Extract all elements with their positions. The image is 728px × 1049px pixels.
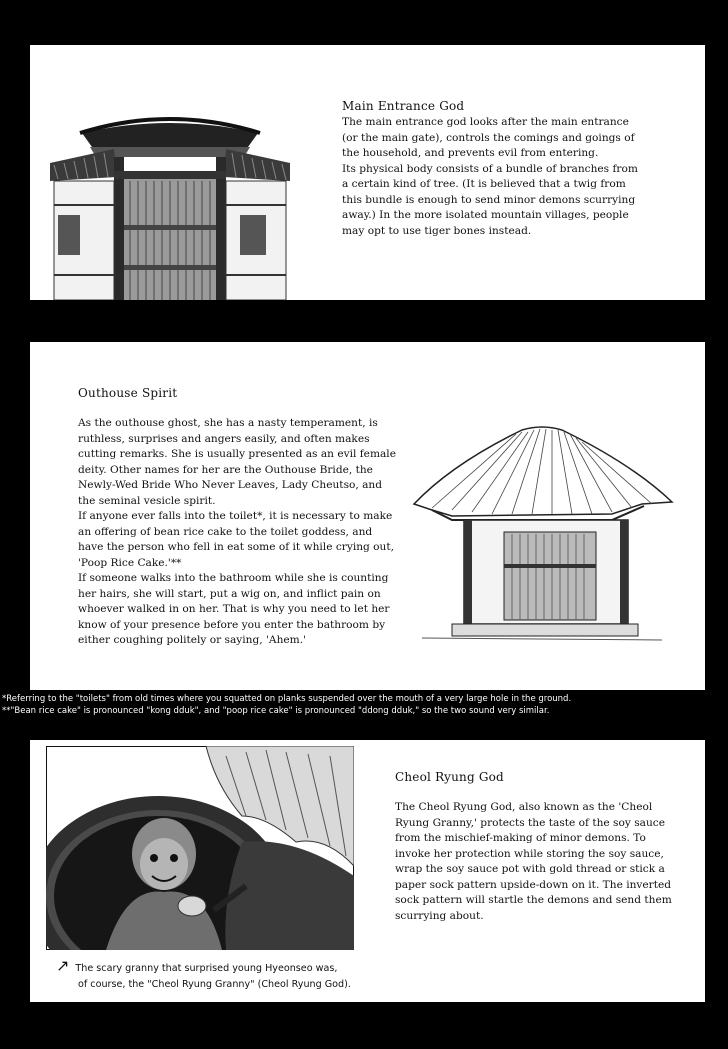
- footnotes: [0, 693, 728, 717]
- caption-line: of course, the "Cheol Ryung Granny" (Cheol Ryung God).: [78, 979, 351, 990]
- illustration-caption: [56, 958, 376, 993]
- section-title-outhouse-spirit: Outhouse Spirit: [78, 386, 178, 400]
- paragraph: Its physical body consists of a bundle of branches from a certain kind of tree. (It is believed that a twig from this bundle is enough to send minor demons scurrying away.) In the more isolated mountain villages, people may opt to use tiger bones instead.: [342, 162, 638, 237]
- panel-outhouse-spirit: [30, 342, 705, 690]
- panel-cheol-ryung-god: [30, 740, 705, 1002]
- outhouse-illustration: [412, 424, 674, 646]
- section-title-main-entrance-god: Main Entrance God: [342, 99, 465, 113]
- section-body-main-entrance-god: [342, 115, 642, 239]
- arrow-icon: ↗: [56, 956, 70, 975]
- caption-line: [56, 958, 376, 977]
- paragraph: As the outhouse ghost, she has a nasty temperament, is ruthless, surprises and angers easily, and often makes cutting remarks. She is usually presented as an evil female deity. Other names for her are the Outhouse Bride, the Newly-Wed Bride Who Never Leaves, Lady Cheutso, and the seminal vesicle spirit.: [78, 417, 396, 507]
- paragraph: The Cheol Ryung God, also known as the 'Cheol Ryung Granny,' protects the taste of the soy sauce from the mischief-making of minor demons. To invoke her protection while storing the soy sauce, wrap the soy sauce pot with gold thread or stick a paper sock pattern upside-down on it. The inverted sock pattern will startle the demons and send them scurrying about.: [395, 801, 672, 922]
- panel-main-entrance-god: [30, 45, 705, 300]
- granny-in-pot-illustration: [46, 746, 354, 950]
- footnote: **"Bean rice cake" is pronounced "kong dduk", and "poop rice cake" is pronounced "ddong dduk," so the two sound very similar.: [2, 706, 550, 716]
- paragraph: The main entrance god looks after the main entrance (or the main gate), controls the comings and goings of the household, and prevents evil from entering.: [342, 116, 635, 159]
- paragraph: If someone walks into the bathroom while she is counting her hairs, she will start, put a wig on, and inflict pain on whoever walked in on her. That is why you need to let her know of your presence before you enter the bathroom by either coughing politely or saying, 'Ahem.': [78, 572, 390, 646]
- caption-text: The scary granny that surprised young Hyeonseo was,: [75, 963, 338, 974]
- section-title-cheol-ryung-god: Cheol Ryung God: [395, 770, 504, 784]
- section-body-cheol-ryung-god: [395, 800, 680, 924]
- gate-illustration: [50, 105, 290, 300]
- footnote: *Referring to the "toilets" from old times where you squatted on planks suspended over the mouth of a very large hole in the ground.: [2, 694, 572, 704]
- paragraph: If anyone ever falls into the toilet*, it is necessary to make an offering of bean rice cake to the toilet goddess, and have the person who fell in eat some of it while crying out, 'Poop Rice Cake.'**: [78, 510, 395, 569]
- section-body-outhouse-spirit: [78, 416, 400, 649]
